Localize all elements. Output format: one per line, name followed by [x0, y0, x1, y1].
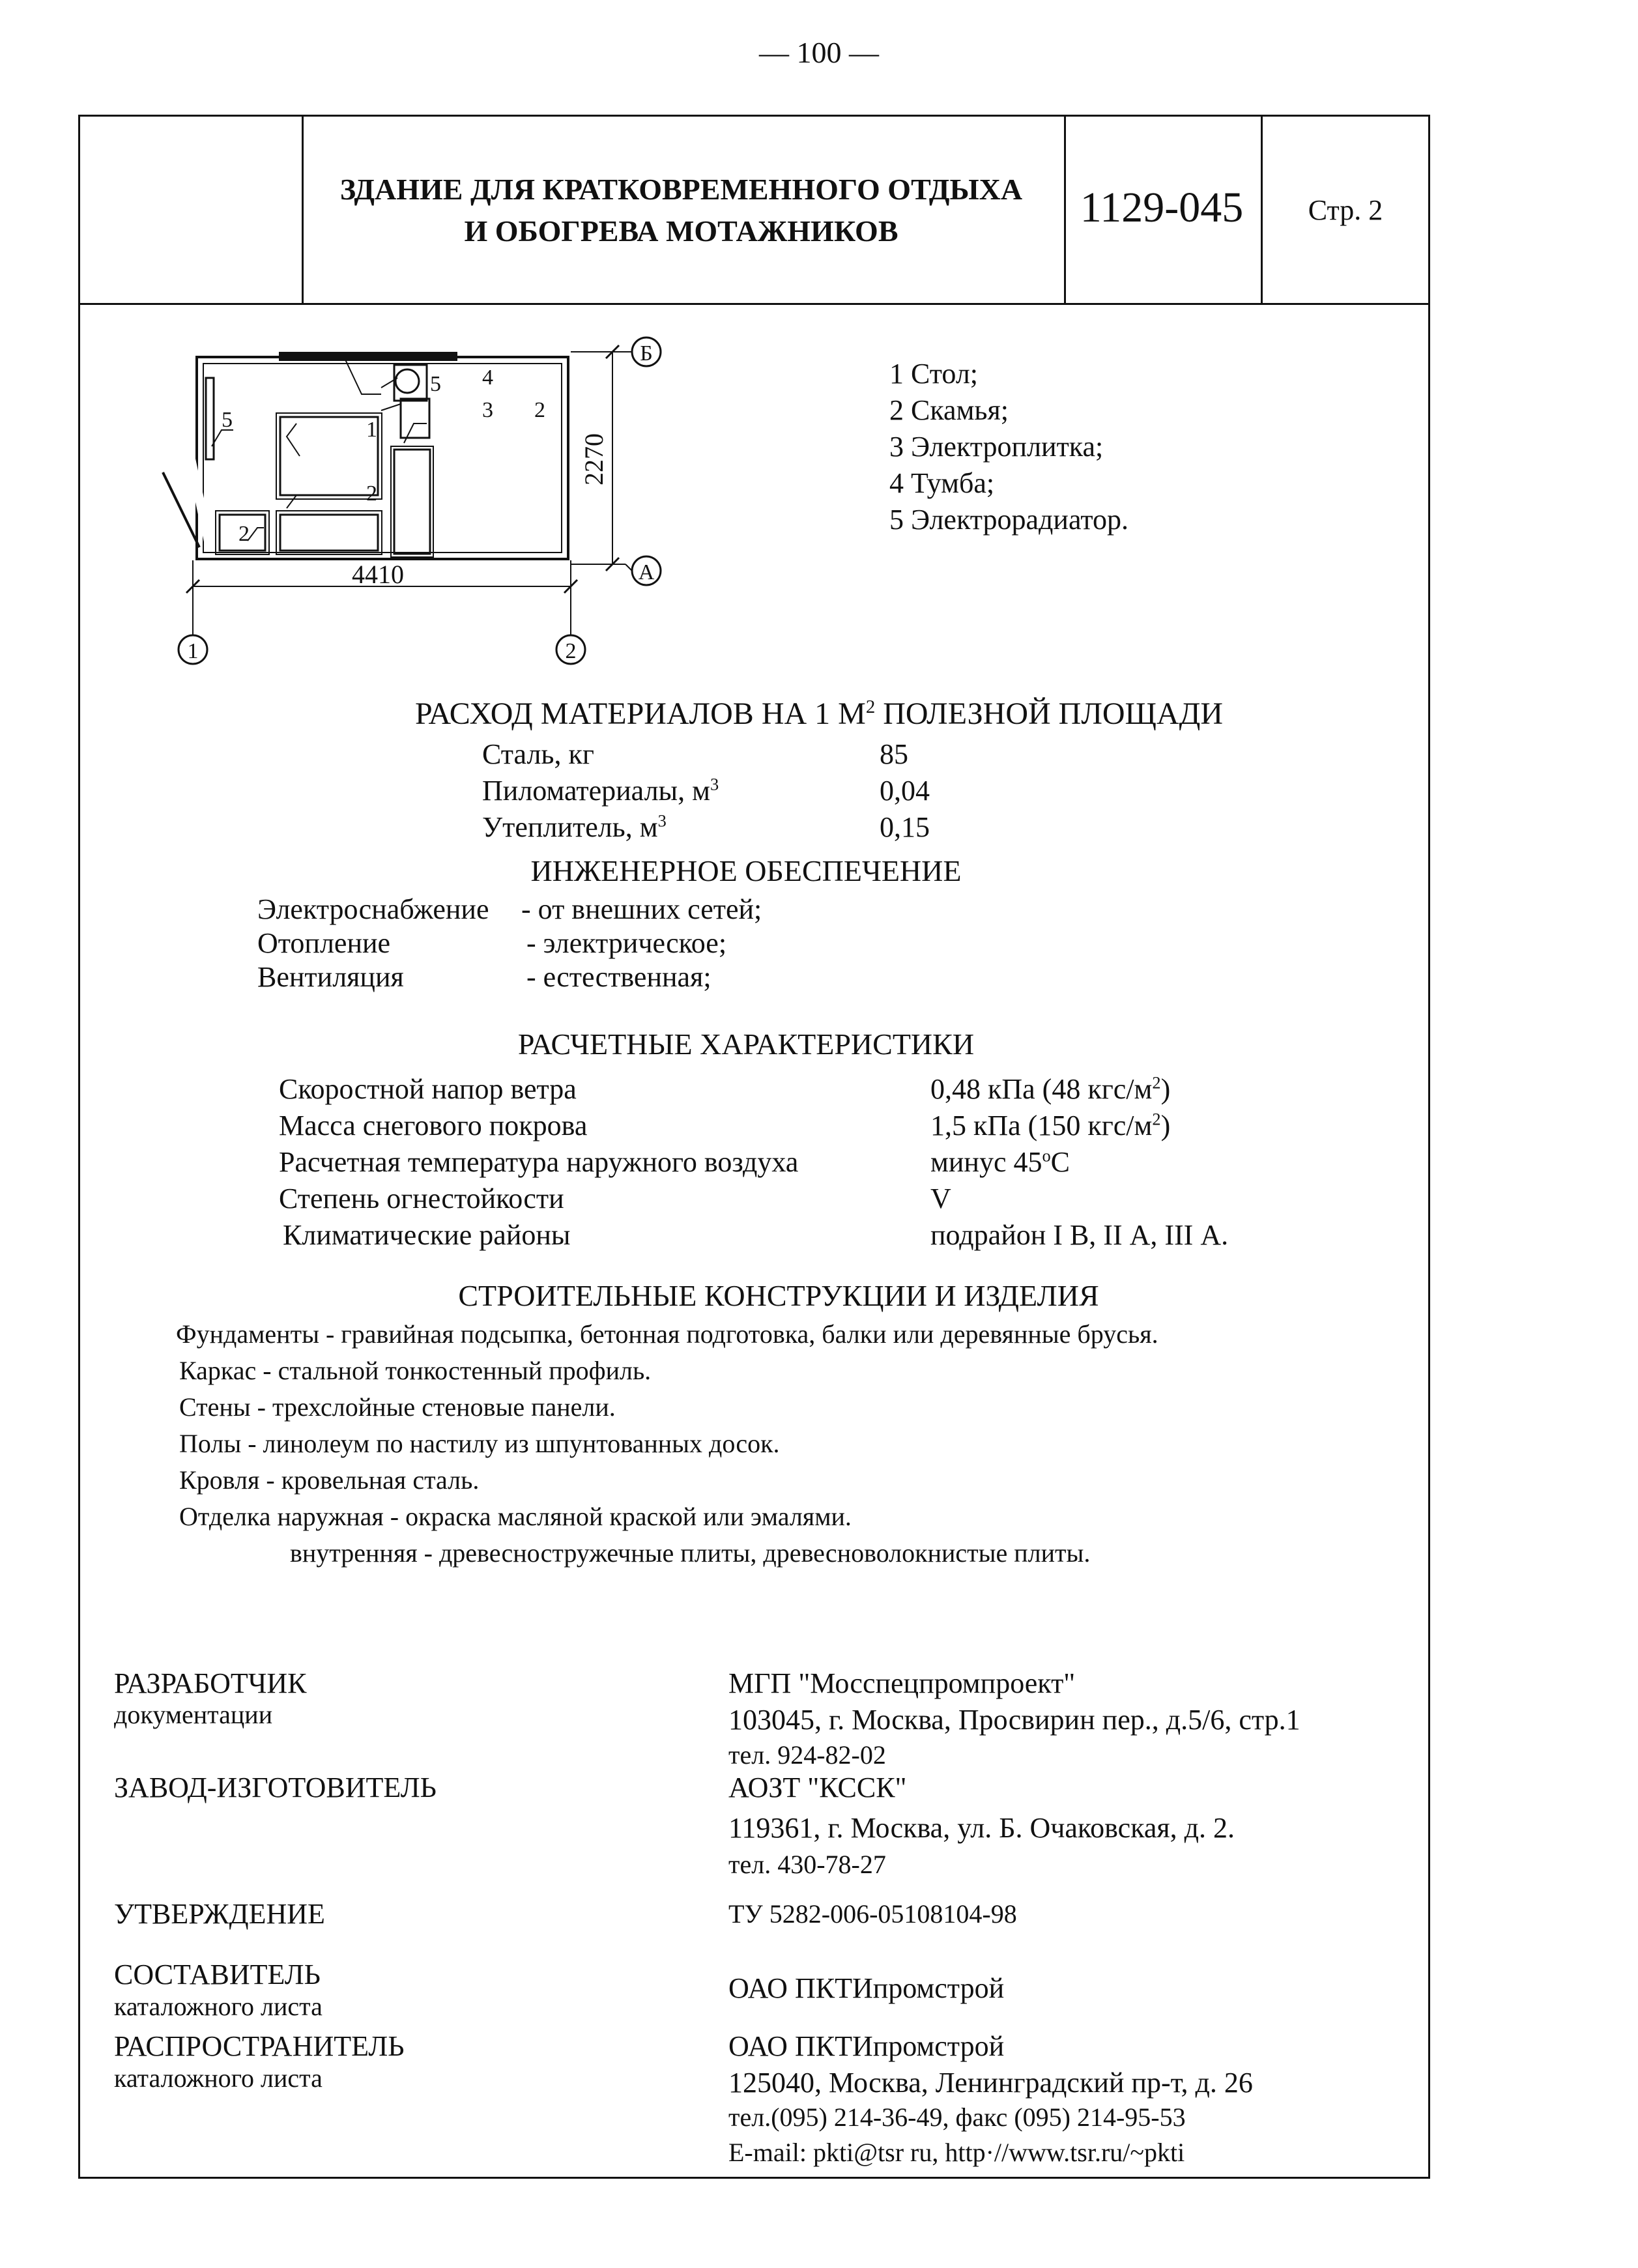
legend-item: 2 Скамья; [889, 394, 1009, 426]
leader-line [404, 423, 427, 443]
callout-2: 2 [238, 522, 250, 546]
engineering-name: Отопление [257, 927, 391, 959]
engineering-name: Электроснабжение [257, 893, 489, 925]
leader-line [287, 495, 306, 508]
document-title [302, 169, 1061, 252]
engineering-name: Вентиляция [257, 961, 404, 993]
bench-outline [276, 511, 382, 554]
material-name: Утеплитель, м [482, 811, 658, 843]
design-value-text: подрайон I В, II А, III А. [930, 1219, 1229, 1251]
materials-name [482, 811, 667, 844]
bench-symbol [280, 515, 378, 551]
engineering-value: - естественная; [526, 961, 711, 993]
title-line: И ОБОГРЕВА МОТАЖНИКОВ [464, 214, 898, 248]
design-name: Расчетная температура наружного воздуха [279, 1146, 799, 1178]
manufacturer-address: 119361, г. Москва, ул. Б. Очаковская, д. 2. [728, 1812, 1235, 1844]
design-value-text: V [930, 1183, 951, 1214]
engineering-value: - электрическое; [526, 927, 727, 959]
callout-5: 5 [430, 372, 441, 396]
compiler-label: СОСТАВИТЕЛЬ [114, 1959, 321, 1990]
legend-item: 1 Стол; [889, 358, 979, 390]
design-value-tail: ) [1160, 1110, 1171, 1141]
material-unit-sup: 3 [710, 774, 719, 794]
construction-line: Каркас - стальной тонкостенный профиль. [179, 1356, 652, 1385]
axis-line [625, 564, 632, 571]
construction-line: Кровля - кровельная сталь. [179, 1465, 480, 1495]
title-line: ЗДАНИЕ ДЛЯ КРАТКОВРЕМЕННОГО ОТДЫХА [339, 173, 1023, 206]
distributor-web: E-mail: pkti@tsr ru, http·//www.tsr.ru/~pkti [728, 2138, 1185, 2167]
construction-line: Отделка наружная - окраска масляной краской или эмалями. [179, 1502, 852, 1531]
distributor-label: РАСПРОСТРАНИТЕЛЬ [114, 2030, 405, 2062]
manufacturer-label: ЗАВОД-ИЗГОТОВИТЕЛЬ [114, 1772, 437, 1803]
callout-2: 2 [366, 481, 377, 506]
design-value-tail: C [1050, 1146, 1070, 1178]
material-name: Сталь, кг [482, 738, 594, 770]
dimension-depth: 2270 [579, 433, 609, 485]
bench-outline [391, 446, 433, 557]
material-value: 0,04 [880, 775, 930, 807]
distributor-address: 125040, Москва, Ленинградский пр-т, д. 26 [728, 2067, 1253, 2099]
constructions-title: СТРОИТЕЛЬНЫЕ КОНСТРУКЦИИ И ИЗДЕЛИЯ [458, 1279, 1099, 1312]
design-value-sup: 2 [1152, 1072, 1161, 1093]
hotplate-block [401, 399, 429, 438]
materials-name [482, 738, 594, 771]
design-value-sup: o [1042, 1145, 1051, 1166]
material-unit-sup: 3 [657, 811, 667, 831]
window-strip [280, 353, 437, 360]
approval-value: ТУ 5282-006-05108104-98 [728, 1899, 1017, 1929]
table-symbol [280, 417, 378, 495]
bench-symbol [394, 450, 430, 554]
leader-line [381, 404, 401, 410]
legend-item: 5 Электрорадиатор. [889, 504, 1129, 536]
compiler-sublabel: каталожного листа [114, 1992, 323, 2021]
callout-5: 5 [222, 408, 233, 432]
axis-label-b: Б [640, 341, 653, 366]
design-value-tail: ) [1160, 1073, 1171, 1105]
design-value-text: минус 45 [930, 1146, 1042, 1178]
plan-legend [889, 357, 1128, 539]
design-value [930, 1072, 1170, 1106]
developer-sublabel: документации [114, 1700, 273, 1729]
materials-title [0, 696, 1638, 732]
construction-line: Полы - линолеум по настилу из шпунтованных досок. [179, 1429, 780, 1458]
floor-plan [156, 326, 697, 691]
sheet-page: Стр. 2 [1308, 194, 1383, 226]
callout-2: 2 [534, 398, 545, 422]
design-value [930, 1218, 1228, 1252]
engineering-title: ИНЖЕНЕРНОЕ ОБЕСПЕЧЕНИЕ [530, 854, 962, 887]
construction-line: внутренняя - древесностружечные плиты, древесноволокнистые плиты. [290, 1538, 1091, 1568]
materials-title-sup: 2 [865, 696, 876, 717]
materials-title-end: ПОЛЕЗНОЙ ПЛОЩАДИ [875, 696, 1224, 731]
distributor-phone: тел.(095) 214-36-49, факс (095) 214-95-53 [728, 2103, 1186, 2132]
materials-title-text: РАСХОД МАТЕРИАЛОВ НА 1 М [414, 696, 866, 731]
developer-name: МГП "Мосспецпромпроект" [728, 1667, 1076, 1699]
material-value: 85 [880, 738, 908, 770]
leader-line [212, 430, 233, 446]
radiator-symbol [206, 378, 214, 459]
design-title: РАСЧЕТНЫЕ ХАРАКТЕРИСТИКИ [517, 1027, 975, 1061]
window-strip [417, 353, 456, 360]
dimension-width: 4410 [352, 560, 404, 589]
legend-item: 3 Электроплитка; [889, 431, 1104, 463]
distributor-sublabel: каталожного листа [114, 2063, 323, 2093]
title-block [80, 117, 1428, 305]
callout-4: 4 [482, 366, 493, 390]
callout-1: 1 [366, 418, 377, 442]
manufacturer-phone: тел. 430-78-27 [728, 1850, 886, 1879]
materials-name [482, 774, 719, 807]
material-name: Пиломатериалы, м [482, 775, 710, 807]
design-name: Масса снегового покрова [279, 1110, 588, 1141]
construction-line: Стены - трехслойные стеновые панели. [179, 1392, 616, 1422]
developer-label: РАЗРАБОТЧИК [114, 1667, 307, 1699]
design-name: Скоростной напор ветра [279, 1073, 577, 1105]
design-value-text: 1,5 кПа (150 кгс/м [930, 1110, 1153, 1141]
manufacturer-name: АОЗТ "КССК" [728, 1772, 907, 1803]
compiler-value: ОАО ПКТИпромстрой [728, 1972, 1005, 2004]
hotplate-symbol [395, 369, 419, 393]
callout-3: 3 [482, 398, 493, 422]
legend-item: 4 Тумба; [889, 467, 995, 499]
approval-label: УТВЕРЖДЕНИЕ [114, 1898, 325, 1930]
design-value-sup: 2 [1152, 1109, 1161, 1129]
design-value-text: 0,48 кПа (48 кгс/м [930, 1073, 1153, 1105]
design-value [930, 1182, 951, 1215]
axis-label-2: 2 [565, 639, 577, 663]
document-code: 1129-045 [1080, 184, 1244, 231]
distributor-name: ОАО ПКТИпромстрой [728, 2030, 1005, 2062]
design-name: Степень огнестойкости [279, 1183, 564, 1214]
developer-address: 103045, г. Москва, Просвирин пер., д.5/6, стр.1 [728, 1704, 1300, 1736]
leader-line [287, 423, 300, 456]
design-name: Климатические районы [283, 1219, 571, 1251]
leader-line [345, 360, 381, 394]
axis-label-a: А [638, 560, 655, 584]
material-value: 0,15 [880, 811, 930, 843]
construction-line: Фундаменты - гравийная подсыпка, бетонная подготовка, балки или деревянные брусья. [176, 1319, 1158, 1349]
design-value [930, 1109, 1170, 1142]
engineering-value: - от внешних сетей; [521, 893, 762, 925]
page-number: — 100 — [759, 36, 879, 69]
developer-phone: тел. 924-82-02 [728, 1740, 886, 1770]
design-value [930, 1145, 1070, 1179]
leader-line [248, 528, 264, 541]
axis-label-1: 1 [187, 639, 199, 663]
